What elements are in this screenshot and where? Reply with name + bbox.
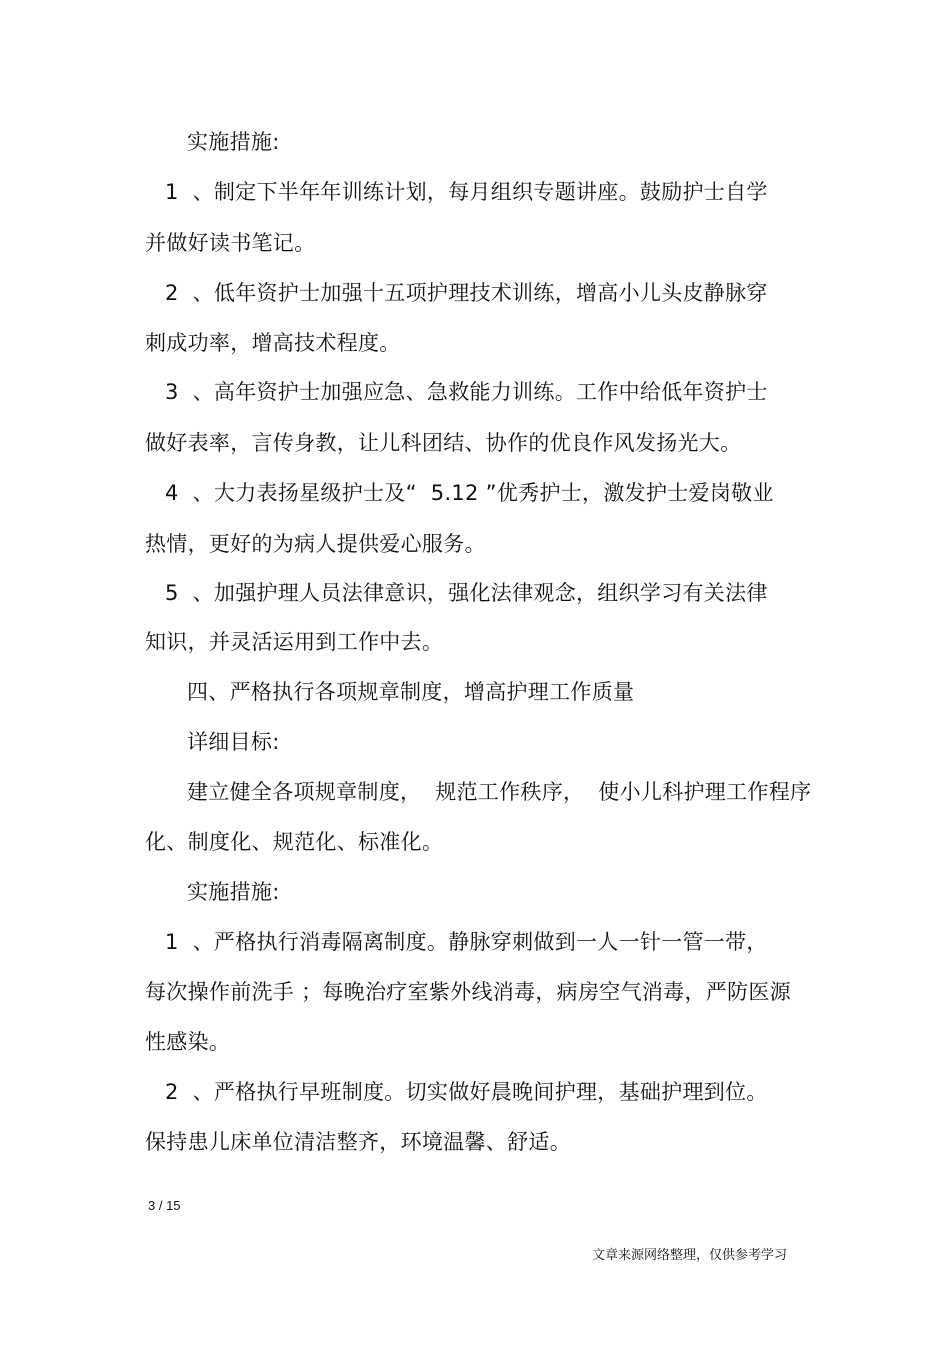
paragraph-line: 知识，并灵活运用到工作中去。 (145, 630, 444, 654)
paragraph-line: 3 、高年资护士加强应急、急救能力训练。工作中给低年资护士 (165, 380, 768, 404)
paragraph-line: 4 、大力表扬星级护士及“ 5.12 ”优秀护士，激发护士爱岗敬业 (165, 481, 774, 505)
footer-note: 文章来源网络整理，仅供参考学习 (592, 1248, 788, 1263)
paragraph-line: 做好表率，言传身教，让儿科团结、协作的优良作风发扬光大。 (145, 431, 742, 455)
paragraph-line: 性感染。 (145, 1030, 231, 1054)
page-number: 3 / 15 (148, 1198, 181, 1213)
paragraph-line: 保持患儿床单位清洁整齐，环境温馨、舒适。 (145, 1130, 571, 1154)
paragraph-line: 建立健全各项规章制度， 规范工作秩序， 使小儿科护理工作程序 (187, 780, 812, 804)
paragraph-line: 并做好读书笔记。 (145, 231, 316, 255)
paragraph-line: 实施措施: (187, 880, 280, 904)
paragraph-line: 1 、严格执行消毒隔离制度。静脉穿刺做到一人一针一管一带， (165, 930, 768, 954)
paragraph-line: 刺成功率，增高技术程度。 (145, 331, 401, 355)
paragraph-line: 每次操作前洗手 ；每晚治疗室紫外线消毒，病房空气消毒，严防医源 (145, 980, 791, 1004)
paragraph-line: 2 、严格执行早班制度。切实做好晨晚间护理，基础护理到位。 (165, 1080, 768, 1104)
paragraph-line: 详细目标: (187, 730, 280, 754)
paragraph-line: 5 、加强护理人员法律意识，强化法律观念，组织学习有关法律 (165, 581, 768, 605)
section-heading: 四、严格执行各项规章制度，增高护理工作质量 (187, 680, 635, 704)
paragraph-line: 实施措施: (187, 130, 280, 154)
paragraph-line: 化、制度化、规范化、标准化。 (145, 830, 444, 854)
paragraph-line: 2 、低年资护士加强十五项护理技术训练，增高小儿头皮静脉穿 (165, 281, 768, 305)
paragraph-line: 1 、制定下半年年训练计划，每月组织专题讲座。鼓励护士自学 (165, 180, 768, 204)
paragraph-line: 热情，更好的为病人提供爱心服务。 (145, 532, 486, 556)
